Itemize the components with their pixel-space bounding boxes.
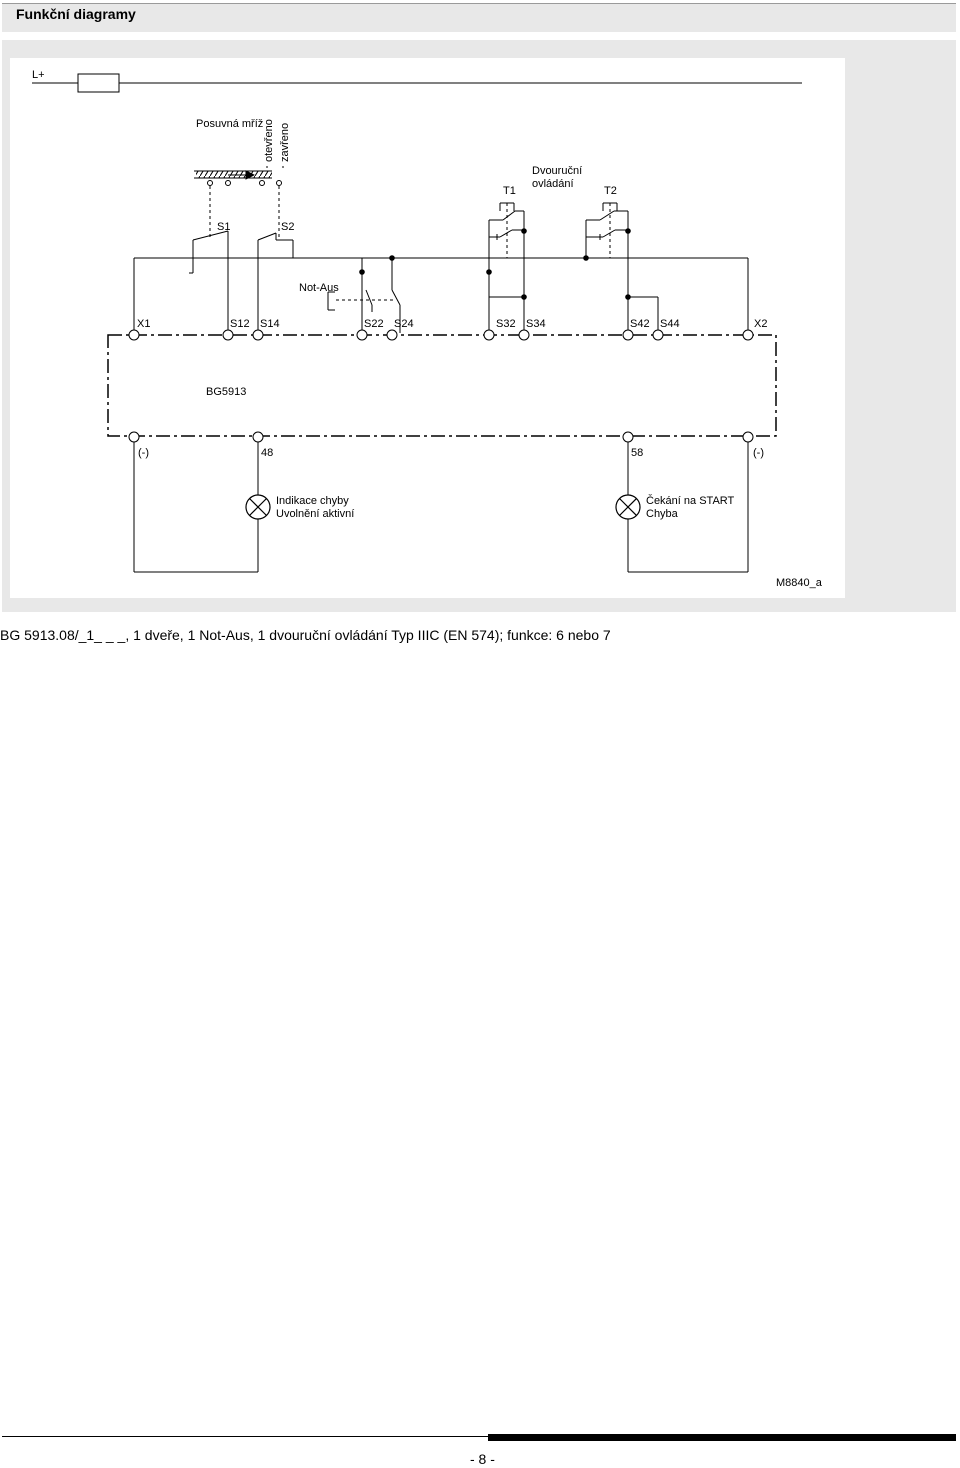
terminal-s32: S32	[496, 318, 516, 330]
page-number: - 8 -	[470, 1451, 495, 1467]
terminal-s34: S34	[526, 318, 546, 330]
push-button-t2	[586, 203, 628, 297]
terminal-s44: S44	[660, 318, 680, 330]
gate-state-closed: zavřeno	[279, 122, 291, 162]
terminal-s12: S12	[230, 318, 250, 330]
output-minus-right: (-)	[753, 447, 764, 459]
figure-caption: BG 5913.08/_1_ _ _, 1 dveře, 1 Not-Aus, 1 dvouruční ovládání Typ IIIC (EN 574); funkce: 6 nebo 7	[0, 627, 611, 643]
lamp-2-icon	[616, 495, 640, 519]
output-48: 48	[261, 447, 274, 459]
output-58: 58	[631, 447, 644, 459]
terminal-s14: S14	[260, 318, 280, 330]
switch-s1-label: S1	[217, 221, 231, 233]
gate-label: Posuvná mříž	[196, 118, 264, 130]
two-hand-label-line2: ovládání	[532, 178, 574, 190]
two-hand-label-line1: Dvouruční	[532, 165, 583, 177]
output-minus-left: (-)	[138, 447, 149, 459]
lamp-2-label-line1: Čekání na START	[646, 495, 735, 507]
switch-s2-label: S2	[281, 221, 295, 233]
bus-junctions	[359, 255, 631, 300]
button-t2-label: T2	[604, 185, 617, 197]
sliding-gate-symbol	[194, 166, 283, 186]
footer-rule-thin	[2, 1436, 488, 1437]
footer-rule-thick	[488, 1434, 956, 1441]
output-terminals	[129, 432, 753, 442]
input-bus	[134, 249, 748, 333]
fuse-symbol	[78, 74, 119, 92]
terminal-s42: S42	[630, 318, 650, 330]
supply-label: L+	[32, 69, 45, 81]
terminal-s22: S22	[364, 318, 384, 330]
switch-s1	[189, 231, 228, 333]
estop-label: Not-Aus	[299, 282, 339, 294]
terminal-x2: X2	[754, 318, 768, 330]
device-label: BG5913	[206, 386, 247, 398]
lamp-1-label-line1: Indikace chyby	[276, 495, 349, 507]
button-t1-label: T1	[503, 185, 516, 197]
wiring-diagram	[0, 0, 960, 612]
push-button-t1	[489, 203, 524, 333]
figure-id: M8840_a	[776, 577, 822, 589]
lamp-1-label-line2: Uvolnění aktivní	[276, 508, 355, 520]
output-wiring	[134, 442, 748, 572]
page-title: Funkční diagramy	[16, 6, 136, 22]
lamp-1-icon	[246, 495, 270, 519]
supply-rail	[32, 74, 802, 92]
lamp-2-label-line2: Chyba	[646, 508, 678, 520]
terminal-x1: X1	[137, 318, 151, 330]
gate-state-open: otevřeno	[263, 119, 275, 162]
t2-junction	[625, 228, 631, 234]
t1-junction	[521, 228, 527, 234]
terminal-s24: S24	[394, 318, 414, 330]
